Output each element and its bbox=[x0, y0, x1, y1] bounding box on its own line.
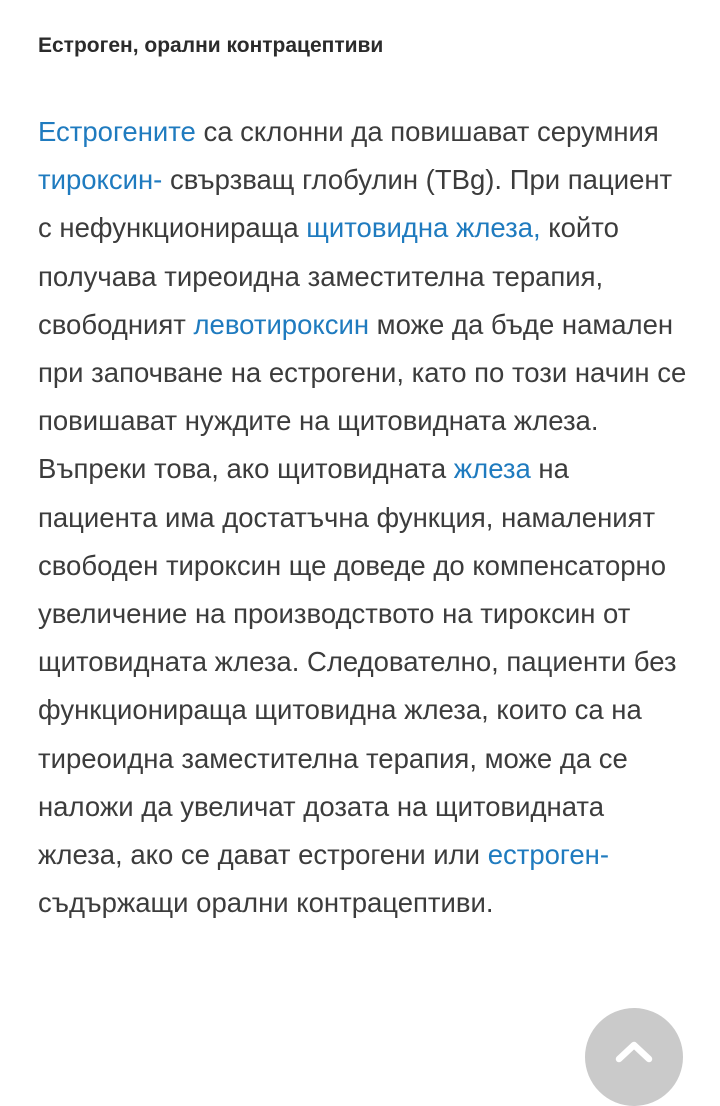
link-levothyroxine[interactable]: левотироксин bbox=[193, 308, 370, 340]
paragraph-text: може да бъде намален при започване на естрогени, като по този начин се повишават нуждите на щитовидната жлеза. Въпреки това, ако щитовидната bbox=[38, 308, 687, 485]
paragraph-text: са склонни да повишават серумния bbox=[195, 116, 659, 147]
section-heading: Естроген, орални контрацептиви bbox=[38, 34, 384, 57]
paragraph-text: свързващ глобулин (TBg). При пациент с нефункционираща bbox=[38, 164, 673, 244]
scroll-to-top-button[interactable] bbox=[585, 1008, 683, 1106]
chevron-up-icon bbox=[614, 1038, 654, 1064]
link-estrogens[interactable]: Естрогените bbox=[38, 116, 196, 147]
link-gland[interactable]: жлеза bbox=[453, 453, 531, 485]
link-estrogen[interactable]: естроген- bbox=[487, 839, 609, 871]
link-thyroxine[interactable]: тироксин- bbox=[38, 164, 163, 196]
paragraph-text: на пациента има достатъчна функция, намаленият свободен тироксин ще доведе до компенсаторно увеличение на производството на тироксин от щитовидната жлеза. Следователно, пациенти без функционираща щитовидна жлеза, които са на тиреоидна заместителна терапия, може да се наложи да увеличат дозата на щитовидната жлеза, ако се дават естрогени или bbox=[38, 453, 677, 871]
paragraph-text: съдържащи орални контрацептиви. bbox=[38, 887, 494, 919]
article-paragraph bbox=[38, 108, 688, 927]
link-thyroid-gland[interactable]: щитовидна жлеза, bbox=[306, 212, 541, 244]
paragraph-text: който получава тиреоидна заместителна терапия, свободният bbox=[38, 212, 619, 340]
